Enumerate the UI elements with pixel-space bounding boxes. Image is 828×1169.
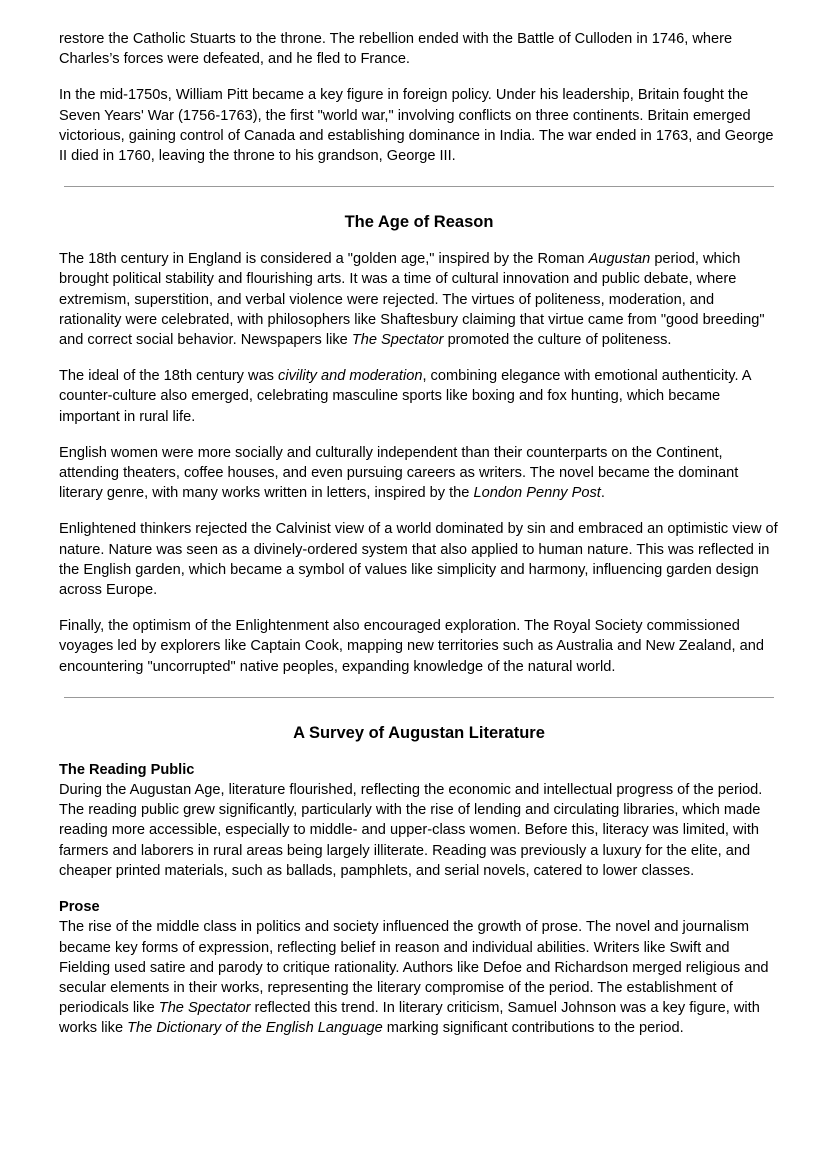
document-page bbox=[59, 29, 779, 1039]
reading-public-body: During the Augustan Age, literature flourished, reflecting the economic and intellectual progress of the period. The reading public grew significantly, particularly with the rise of lending and circulating libraries, which made reading more accessible, especially to middle- and upper-class women. Before this, literacy was limited, with farmers and laborers in rural areas being largely illiterate. Reading was previously a luxury for the elite, and cheaper printed materials, such as ballads, pamphlets, and serial novels, catered to lower classes. bbox=[59, 782, 763, 879]
reading-public-heading: The Reading Public bbox=[59, 761, 195, 778]
prose-heading: Prose bbox=[59, 899, 100, 916]
age-of-reason-paragraph-1: The 18th century in England is considered a "golden age," inspired by the Roman Augustan period, which brought political stability and flourishing arts. It was a time of cultural innovation and public debate, where extremism, superstition, and verbal violence were rejected. The virtues of politeness, moderation, and rationality were celebrated, with philosophers like Shaftesbury claiming that virtue came from "good breeding" and correct social behavior. Newspapers like The Spectator promoted the culture of politeness. bbox=[59, 251, 765, 349]
prose-section: Prose The rise of the middle class in politics and society influenced the growth of prose. The novel and journalism became key forms of expression, reflecting belief in reason and individual abilities. Writers like Swift and Fielding used satire and parody to critique rationality. Authors like Defoe and Richardson merged religious and secular elements in their works, representing the literary compromise of the period. The establishment of periodicals like The Spectator reflected this trend. In literary criticism, Samuel Johnson was a key figure, with works like The Dictionary of the English Language marking significant contributions to the period. bbox=[59, 897, 779, 1038]
age-of-reason-paragraph-2: The ideal of the 18th century was civility and moderation, combining elegance with emotional authenticity. A counter-culture also emerged, celebrating masculine sports like boxing and fox hunting, which became important in rural life. bbox=[59, 368, 751, 425]
age-of-reason-paragraph-3: English women were more socially and culturally independent than their counterparts on the Continent, attending theaters, coffee houses, and even pursuing careers as writers. The novel became the dominant literary genre, with many works written in letters, inspired by the London Penny Post. bbox=[59, 444, 739, 502]
section-title-age-of-reason: The Age of Reason bbox=[344, 213, 494, 232]
reading-public-section bbox=[59, 760, 779, 881]
age-of-reason-paragraph-5: Finally, the optimism of the Enlightenment also encouraged exploration. The Royal Society commissioned voyages led by explorers like Captain Cook, mapping new territories such as Australia and New Zealand, and encountering "uncorrupted" native peoples, expanding knowledge of the natural world. bbox=[59, 618, 764, 675]
section-divider-1 bbox=[64, 186, 774, 187]
section-divider-2 bbox=[64, 697, 774, 698]
section-title-augustan-literature: A Survey of Augustan Literature bbox=[293, 723, 545, 742]
intro-paragraph-2: In the mid-1750s, William Pitt became a key figure in foreign policy. Under his leadership, Britain fought the Seven Years' War (1756-1763), the first "world war," involving conflicts on three continents. Britain emerged victorious, gaining control of Canada and establishing dominance in India. The war ended in 1763, and George II died in 1760, leaving the throne to his grandson, George III. bbox=[59, 87, 774, 165]
intro-paragraph-1: restore the Catholic Stuarts to the throne. The rebellion ended with the Battle of Culloden in 1746, where Charles’s forces were defeated, and he fled to France. bbox=[59, 31, 733, 68]
age-of-reason-paragraph-4: Enlightened thinkers rejected the Calvinist view of a world dominated by sin and embraced an optimistic view of nature. Nature was seen as a divinely-ordered system that also applied to human nature. This was reflected in the English garden, which became a symbol of values like simplicity and harmony, influencing garden design across Europe. bbox=[59, 521, 778, 599]
